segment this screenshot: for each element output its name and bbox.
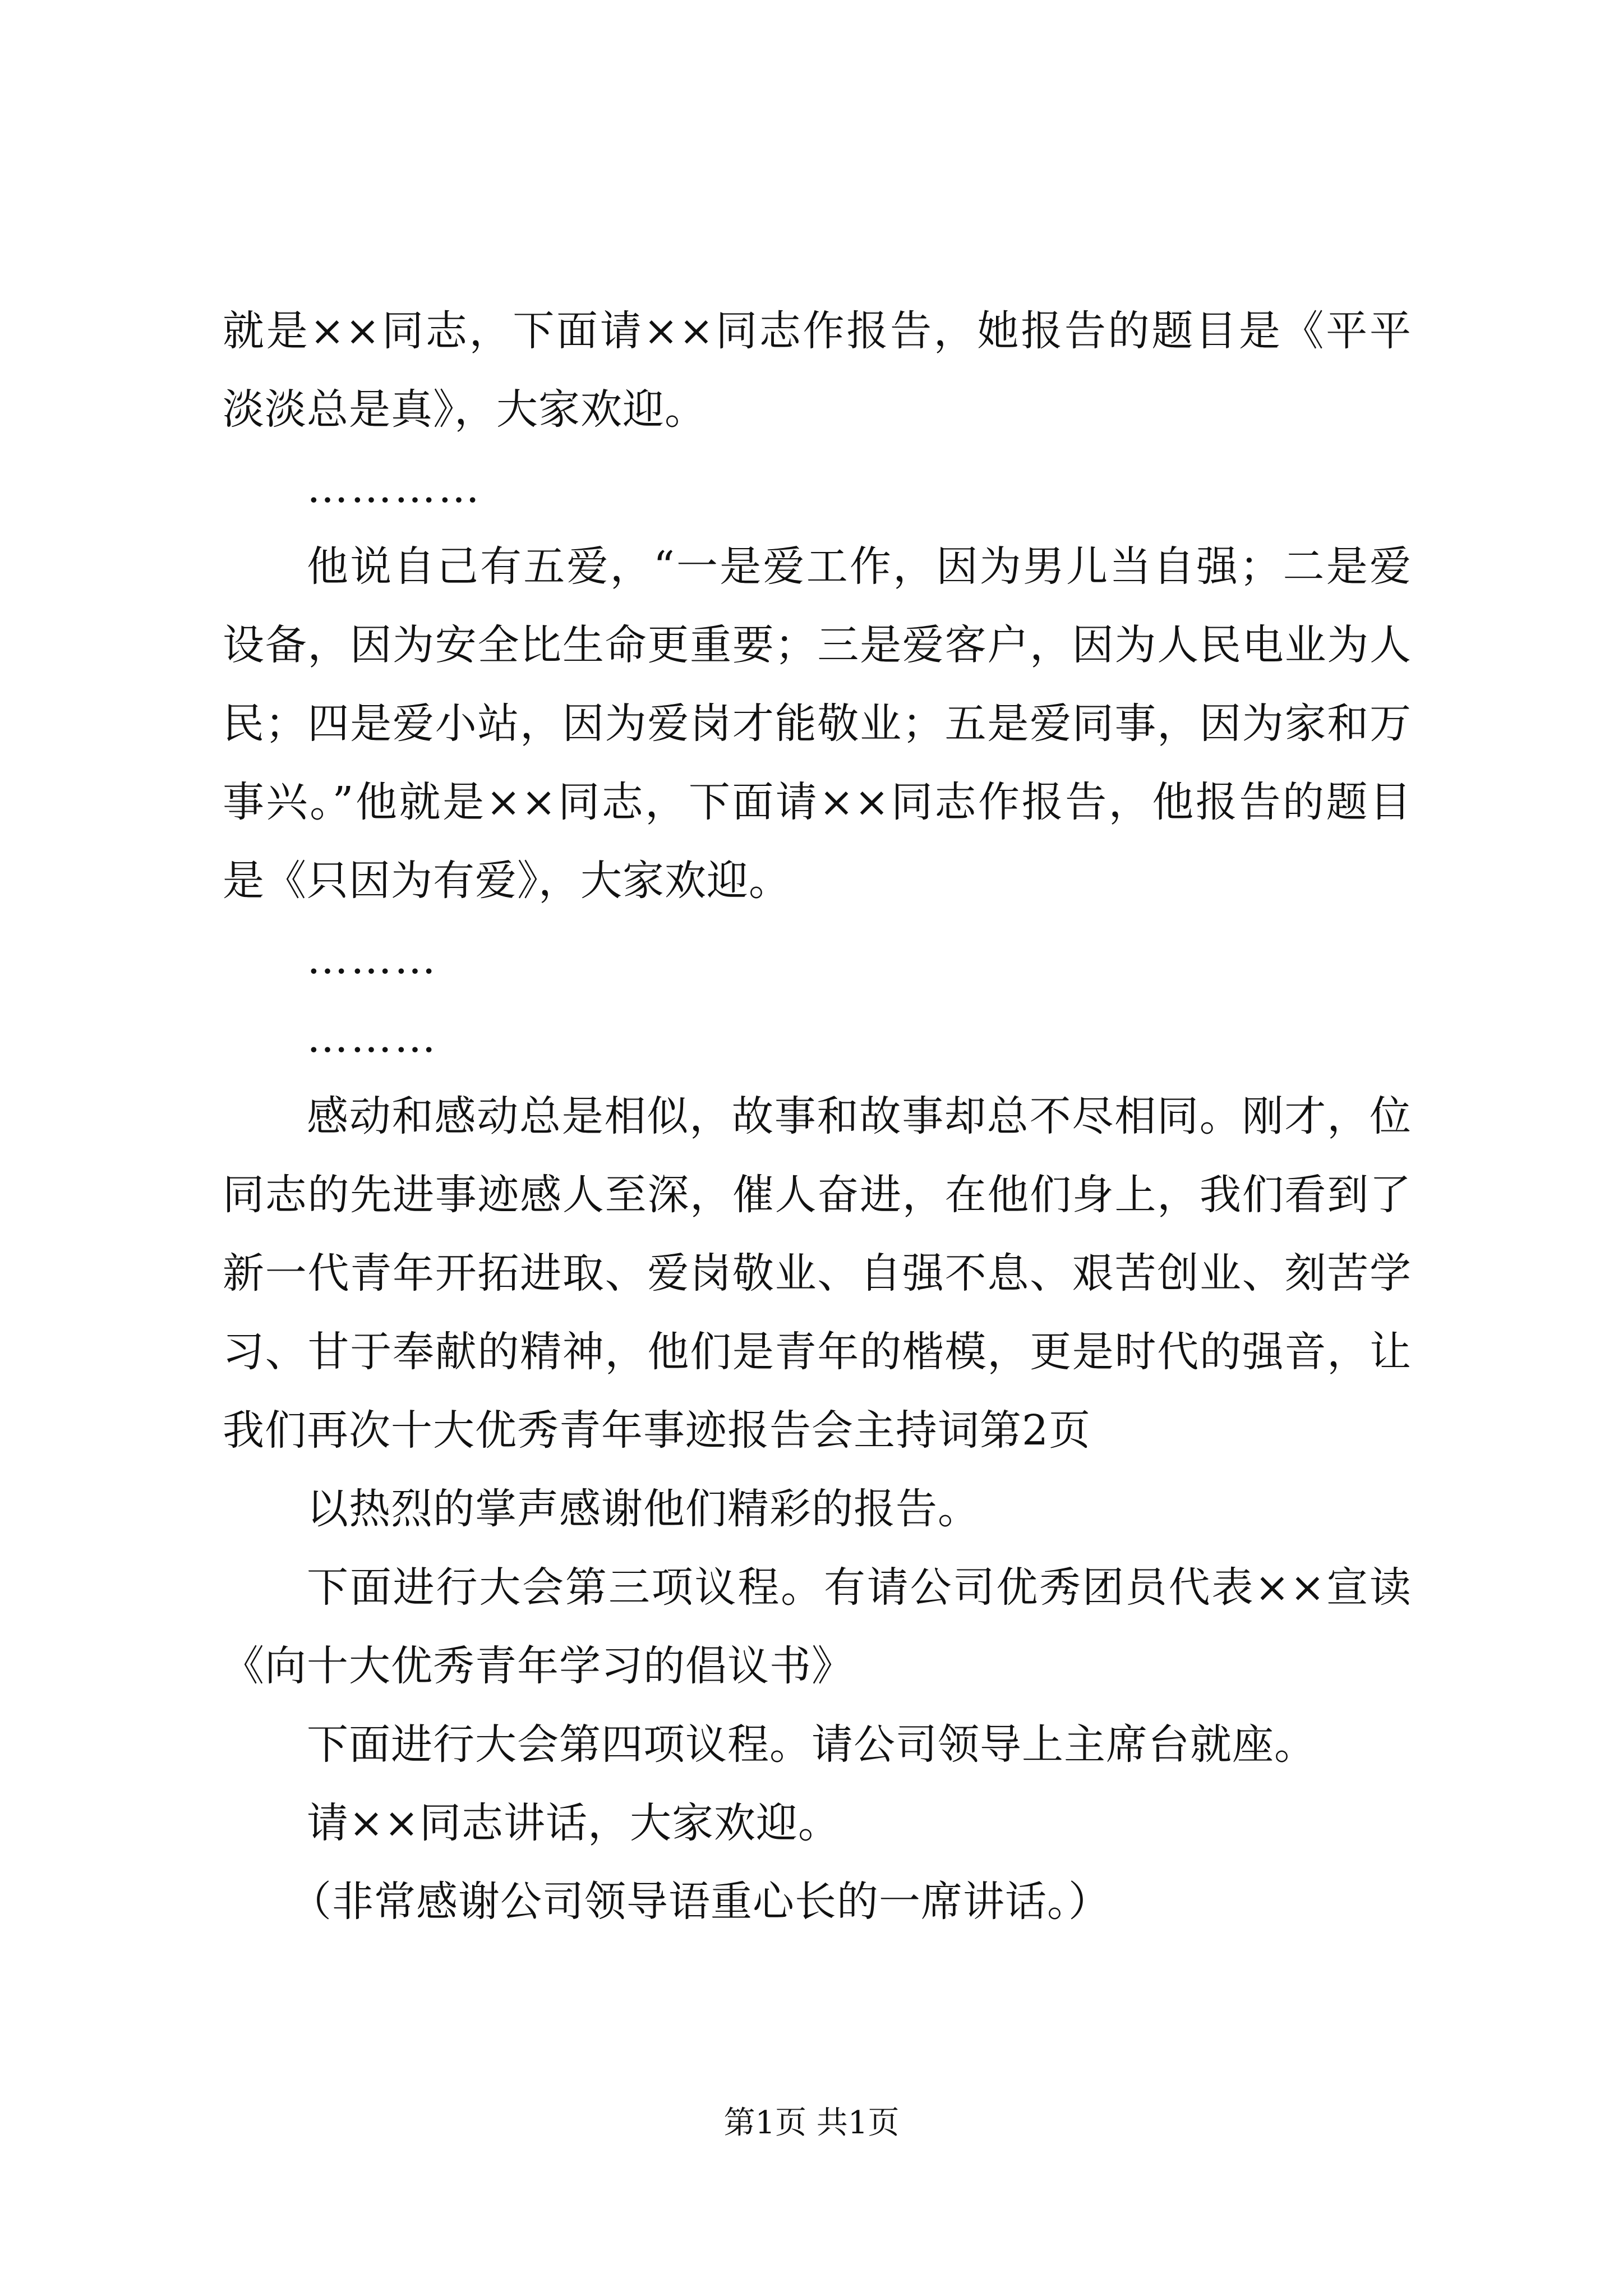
paragraph-agenda-four: 下面进行大会第四项议程。请公司领导上主席台就座。 <box>307 1720 1316 1769</box>
paragraph-summary: 感动和感动总是相似，故事和故事却总不尽相同。刚才，位同志的先进事迹感人至深，催人奋进，在他们身上，我们看到了新一代青年开拓进取、爱岗敬业、自强不息、艰苦创业、刻苦学习、甘于奉献的精神，他们是青年的楷模，更是时代的强音，让我们再次十大优秀青年事迹报告会主持词第2页 <box>223 1092 1412 1455</box>
ellipsis-line-2: ……… <box>307 935 438 983</box>
paragraph-thanks: （非常感谢公司领导语重心长的一席讲话。） <box>290 1878 1110 1926</box>
ellipsis-line-1: ………… <box>307 464 482 512</box>
ellipsis-line-3: ……… <box>307 1014 438 1062</box>
paragraph-applause: 以热烈的掌声感谢他们精彩的报告。 <box>307 1485 980 1533</box>
page-footer: 第1页 共1页 <box>723 2105 900 2141</box>
paragraph-agenda-three: 下面进行大会第三项议程。有请公司优秀团员代表××宣读《向十大优秀青年学习的倡议书》 <box>223 1563 1412 1690</box>
paragraph-leader-speech: 请××同志讲话，大家欢迎。 <box>307 1799 841 1847</box>
document-body <box>223 292 1412 1941</box>
paragraph-five-loves: 他说自己有五爱，“一是爱工作，因为男儿当自强；二是爱设备，因为安全比生命更重要；三是爱客户，因为人民电业为人民；四是爱小站，因为爱岗才能敬业；五是爱同事，因为家和万事兴。”他就是××同志，下面请××同志作报告，他报告的题目是《只因为有爱》，大家欢迎。 <box>223 542 1412 905</box>
paragraph-intro-speaker: 就是××同志，下面请××同志作报告，她报告的题目是《平平淡淡总是真》，大家欢迎。 <box>223 307 1412 434</box>
